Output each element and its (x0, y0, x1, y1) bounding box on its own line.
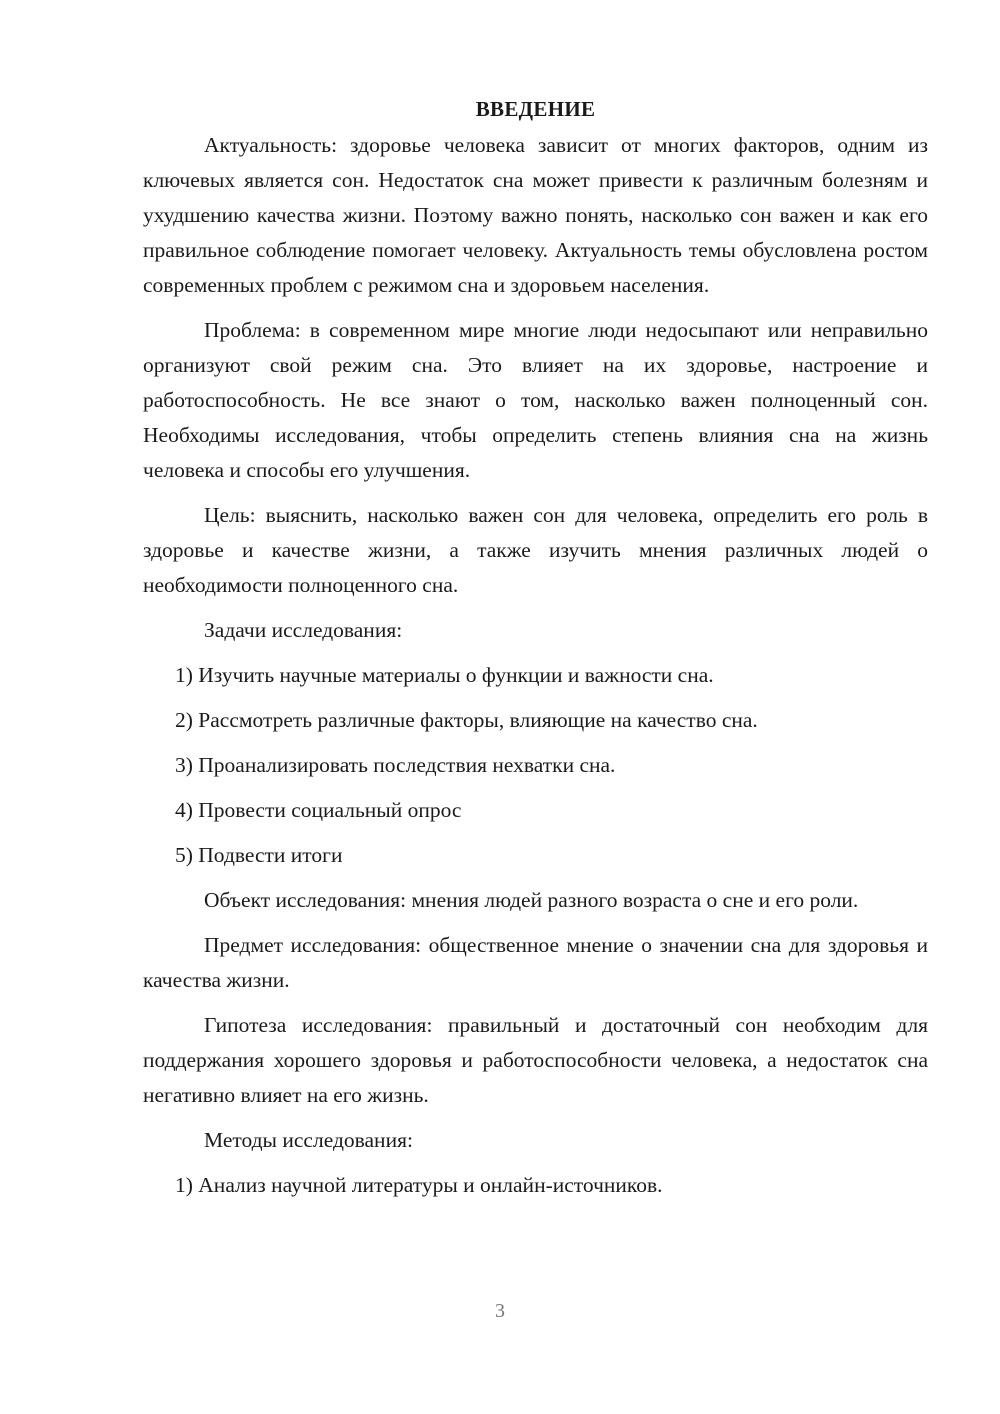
method-item: 1) Анализ научной литературы и онлайн-источников. (175, 1173, 663, 1197)
hypothesis-paragraph: Гипотеза исследования: правильный и достаточный сон необходим для поддержания хорошего здоровья и работоспособности человека, а недостаток сна негативно влияет на его жизнь. (143, 1013, 928, 1107)
task-item: 1) Изучить научные материалы о функции и важности сна. (175, 663, 714, 687)
page-number: 3 (495, 1300, 505, 1322)
document-page (143, 92, 928, 1213)
problem-paragraph: Проблема: в современном мире многие люди недосыпают или неправильно организуют свой режим сна. Это влияет на их здоровье, настроение и работоспособность. Не все знают о том, насколько важен полноценный сон. Необходимы исследования, чтобы определить степень влияния сна на жизнь человека и способы его улучшения. (143, 318, 928, 482)
subject-paragraph: Предмет исследования: общественное мнение о значении сна для здоровья и качества жизни. (143, 933, 928, 992)
task-item: 5) Подвести итоги (175, 843, 343, 867)
task-item: 4) Провести социальный опрос (175, 798, 462, 822)
section-title: ВВЕДЕНИЕ (475, 97, 596, 121)
relevance-paragraph: Актуальность: здоровье человека зависит от многих факторов, одним из ключевых является сон. Недостаток сна может привести к различным болезням и ухудшению качества жизни. Поэтому важно понять, насколько сон важен и как его правильное соблюдение помогает человеку. Актуальность темы обусловлена ростом современных проблем с режимом сна и здоровьем населения. (143, 133, 928, 297)
object-paragraph: Объект исследования: мнения людей разного возраста о сне и его роли. (204, 888, 859, 912)
methods-heading: Методы исследования: (204, 1128, 413, 1152)
task-item: 2) Рассмотреть различные факторы, влияющие на качество сна. (175, 708, 758, 732)
tasks-heading: Задачи исследования: (204, 618, 403, 642)
task-item: 3) Проанализировать последствия нехватки сна. (175, 753, 616, 777)
goal-paragraph: Цель: выяснить, насколько важен сон для человека, определить его роль в здоровье и качестве жизни, а также изучить мнения различных людей о необходимости полноценного сна. (143, 503, 928, 597)
